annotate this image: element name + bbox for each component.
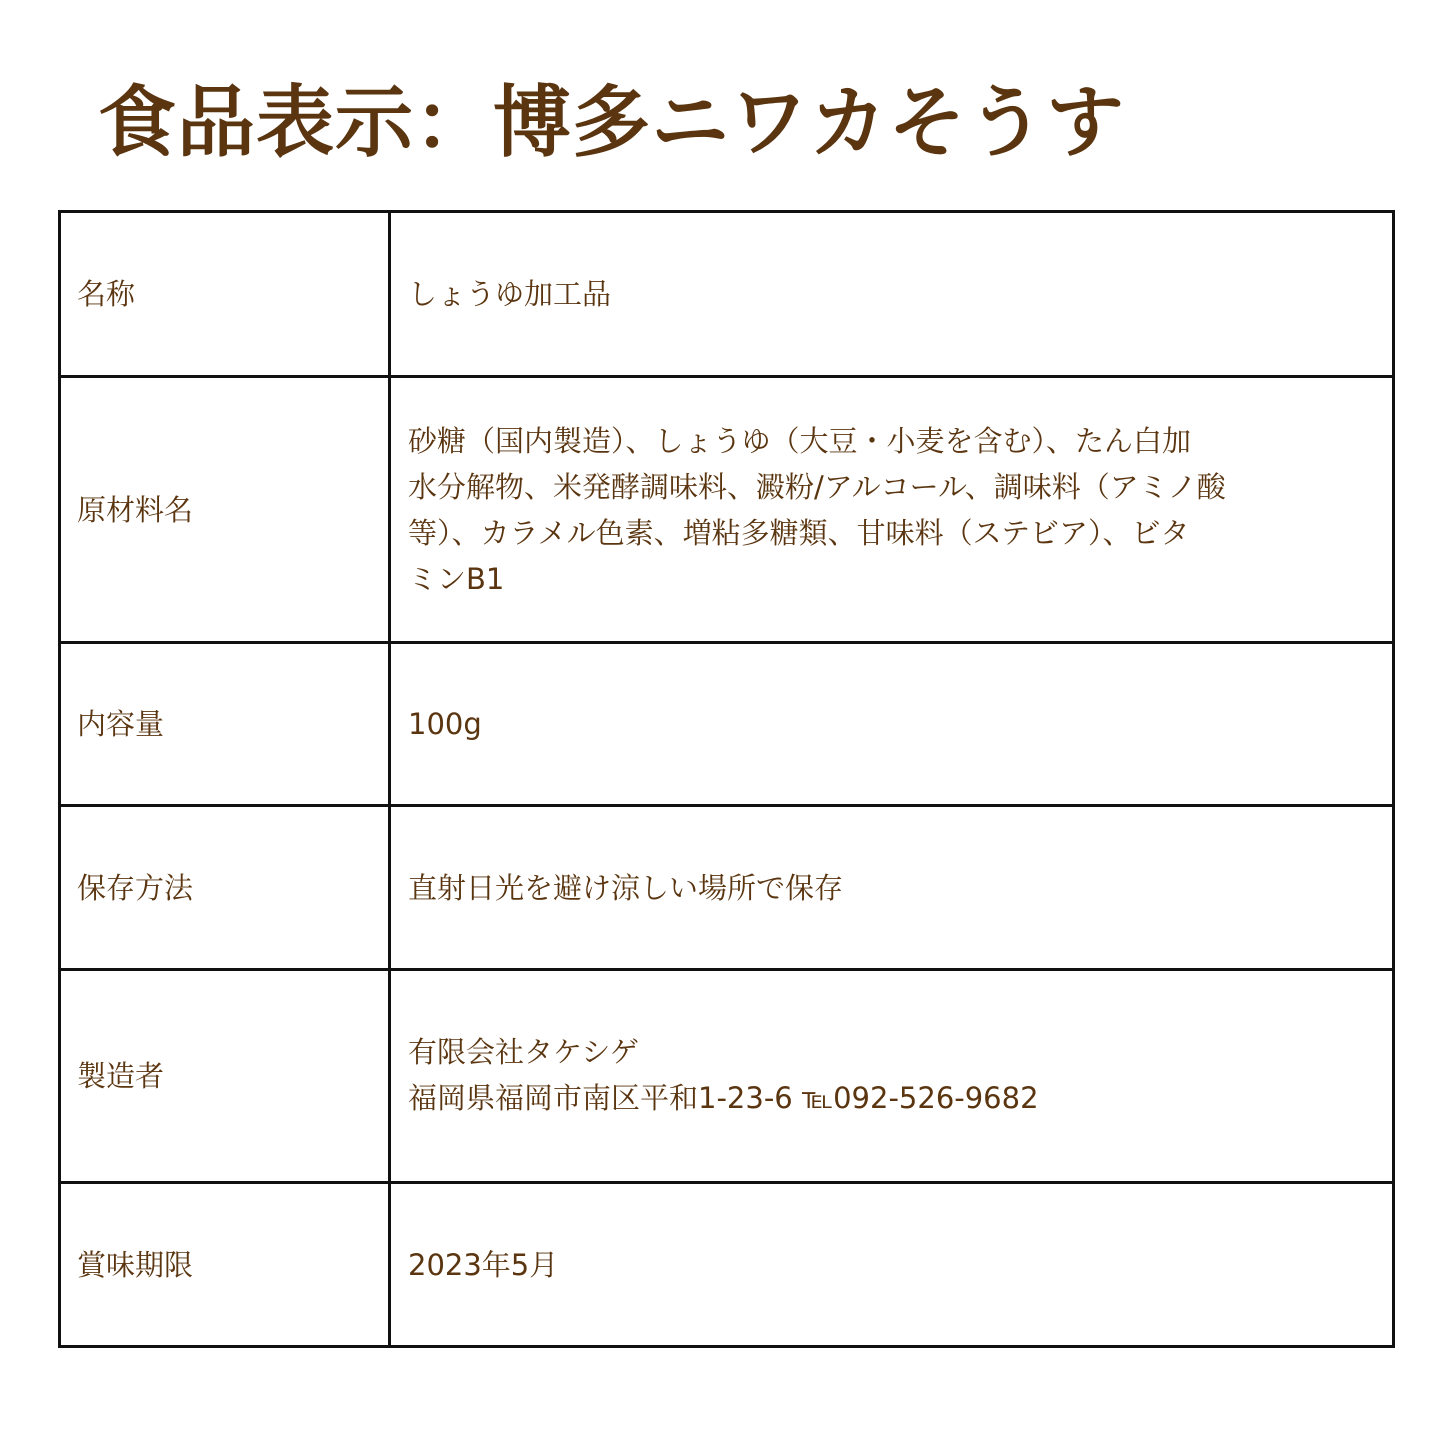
ingredients-line-2: 水分解物、米発酵調味料、澱粉/アルコール、調味料（アミノ酸 <box>408 469 1226 504</box>
row-value-net-content: 100g <box>390 643 1394 806</box>
row-label-net-content: 内容量 <box>60 643 390 806</box>
row-label-name: 名称 <box>60 212 390 377</box>
row-value-ingredients <box>390 377 1394 643</box>
row-value-storage: 直射日光を避け涼しい場所で保存 <box>390 806 1394 970</box>
ingredients-line-4: ミンB1 <box>408 561 505 596</box>
table-row-name <box>60 212 1394 377</box>
row-value-name: しょうゆ加工品 <box>390 212 1394 377</box>
manufacturer-address: 福岡県福岡市南区平和1-23-6 ℡092-526-9682 <box>408 1081 1039 1115</box>
row-label-storage: 保存方法 <box>60 806 390 970</box>
ingredients-line-3: 等）、カラメル色素、増粘多糖類、甘味料（ステビア）、ビタ <box>408 515 1190 550</box>
table-row-storage <box>60 806 1394 970</box>
row-value-best-before: 2023年5月 <box>390 1183 1394 1347</box>
table-row-best-before <box>60 1183 1394 1347</box>
page-title: 食品表示：博多ニワカそうす <box>98 78 1126 168</box>
table-row-manufacturer <box>60 970 1394 1183</box>
row-label-best-before: 賞味期限 <box>60 1183 390 1347</box>
table-row-net-content <box>60 643 1394 806</box>
row-label-ingredients: 原材料名 <box>60 377 390 643</box>
food-label-table <box>58 210 1395 1348</box>
row-value-manufacturer <box>390 970 1394 1183</box>
manufacturer-name: 有限会社タケシゲ <box>408 1035 639 1069</box>
table-row-ingredients <box>60 377 1394 643</box>
row-label-manufacturer: 製造者 <box>60 970 390 1183</box>
ingredients-line-1: 砂糖（国内製造）、しょうゆ（大豆・小麦を含む）、たん白加 <box>408 423 1192 458</box>
